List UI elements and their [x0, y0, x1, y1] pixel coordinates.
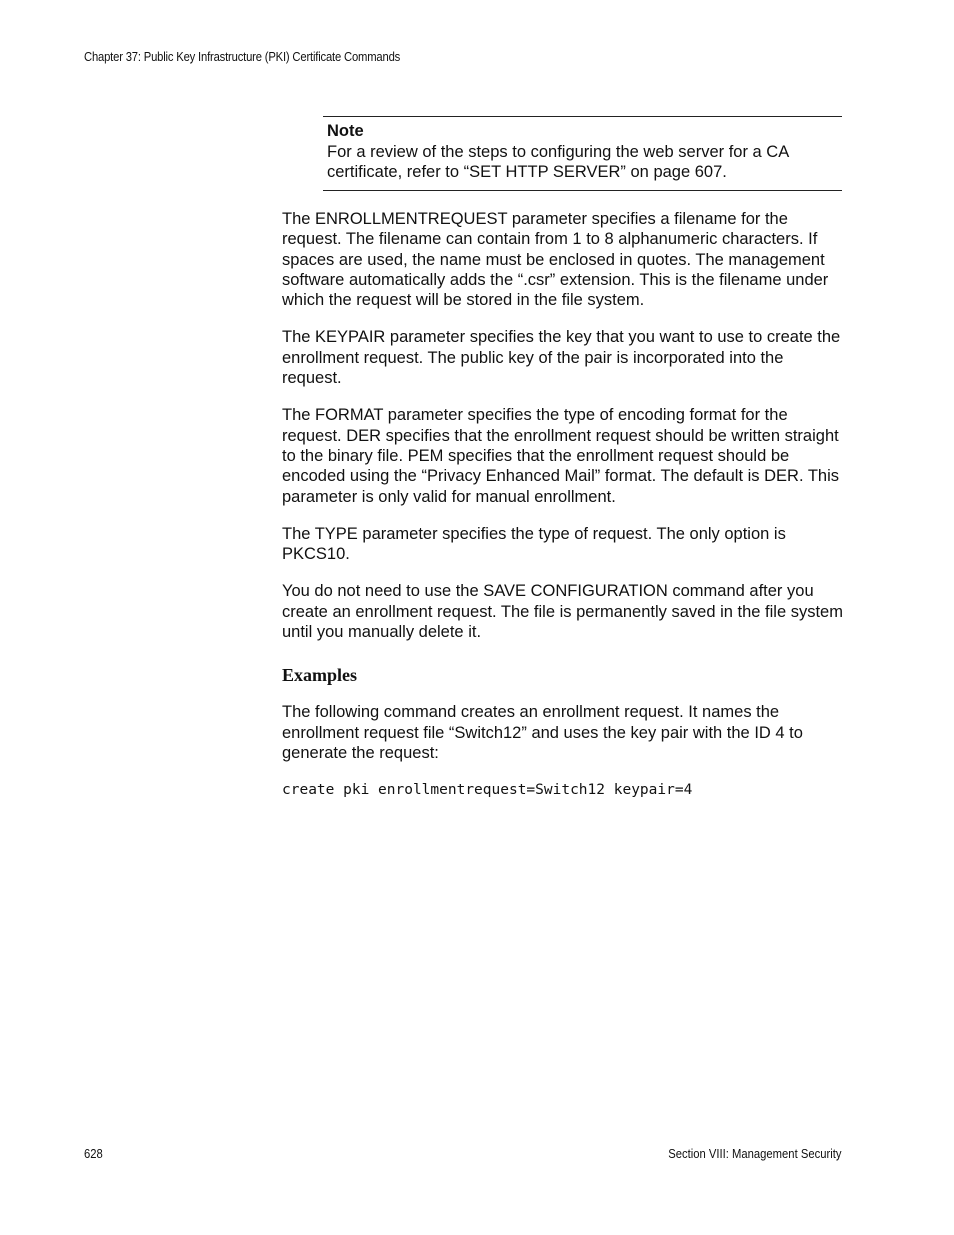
paragraph-type: The TYPE parameter specifies the type of request. The only option is PKCS10.	[282, 524, 786, 564]
examples-heading: Examples	[282, 665, 358, 686]
note-text: For a review of the steps to configuring the web server for a CA certificate, refer to “SET HTTP SERVER” on page 607.	[327, 142, 789, 181]
note-box	[323, 116, 842, 191]
running-header: Chapter 37: Public Key Infrastructure (PKI) Certificate Commands	[84, 50, 401, 64]
paragraph-format: The FORMAT parameter specifies the type of encoding format for the request. DER specifies that the enrollment request should be written straight to the binary file. PEM specifies that the enrollment request should be encoded using the “Privacy Enhanced Mail” format. The default is DER. This parameter is only valid for manual enrollment.	[282, 406, 839, 506]
note-title: Note	[327, 122, 364, 140]
paragraph-keypair: The KEYPAIR parameter specifies the key that you want to use to create the enrollment request. The public key of the pair is incorporated into the request.	[282, 328, 841, 388]
body-content	[282, 209, 844, 800]
paragraph-save-configuration: You do not need to use the SAVE CONFIGURATION command after you create an enrollment request. The file is permanently saved in the file system until you manually delete it.	[282, 582, 843, 642]
page-number: 628	[84, 1147, 103, 1161]
example-command: create pki enrollmentrequest=Switch12 keypair=4	[282, 782, 693, 799]
paragraph-enrollmentrequest: The ENROLLMENTREQUEST parameter specifies a filename for the request. The filename can contain from 1 to 8 alphanumeric characters. If spaces are used, the name must be enclosed in quotes. The management software automatically adds the “.csr” extension. This is the filename under which the request will be stored in the file system.	[282, 210, 829, 310]
section-footer: Section VIII: Management Security	[667, 1147, 841, 1161]
examples-intro: The following command creates an enrollment request. It names the enrollment request file “Switch12” and uses the key pair with the ID 4 to generate the request:	[282, 703, 803, 762]
